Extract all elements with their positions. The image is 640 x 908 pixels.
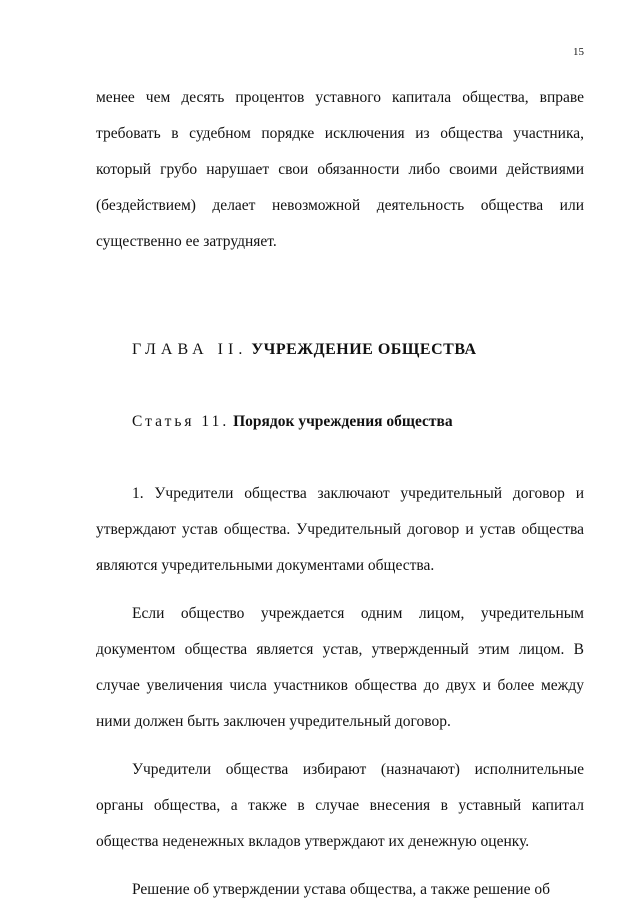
paragraph: Если общество учреждается одним лицом, учредительным документом общества является устав, утвержденный этим лицом. В случае увеличения числа участников общества до двух и более между ними должен быть заключен учредительный договор. xyxy=(96,605,584,730)
chapter-prefix: ГЛАВА II. xyxy=(132,341,248,358)
chapter-title: УЧРЕЖДЕНИЕ ОБЩЕСТВА xyxy=(251,341,477,358)
paragraph: Учредители общества избирают (назначают) исполнительные органы общества, а также в случае внесения в уставный капитал общества неденежных вкладов утверждают их денежную оценку. xyxy=(96,761,584,850)
paragraph: 1. Учредители общества заключают учредительный договор и утверждают устав общества. Учредительный договор и устав общества являются учредительными документами общества. xyxy=(96,485,584,574)
chapter-heading xyxy=(132,332,584,368)
paragraph: Решение об утверждении устава общества, а также решение об xyxy=(132,881,550,898)
document-body xyxy=(96,80,584,908)
page-number: 15 xyxy=(573,46,584,58)
article-prefix: Статья 11. xyxy=(132,413,230,430)
article-heading xyxy=(132,404,584,440)
article-title: Порядок учреждения общества xyxy=(233,413,453,430)
intro-paragraph: менее чем десять процентов уставного капитала общества, вправе требовать в судебном порядке исключения из общества участника, который грубо нарушает свои обязанности либо своими действиями (бездействием) делает невозможной деятельность общества или существенно ее затрудняет. xyxy=(96,89,584,250)
